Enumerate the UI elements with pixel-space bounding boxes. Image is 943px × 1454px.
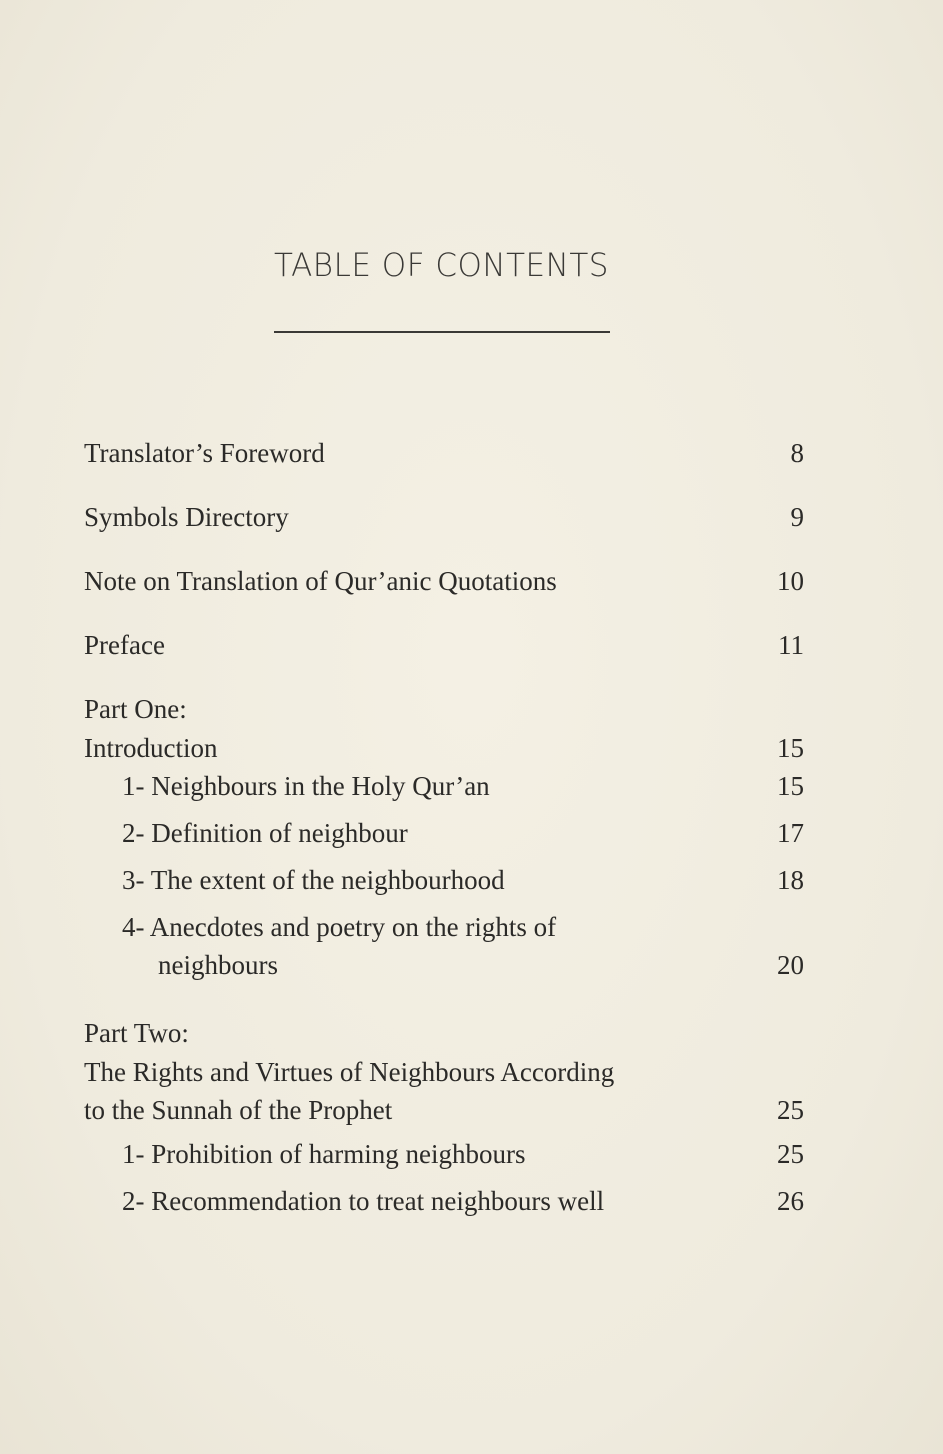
toc-entry-label: 3- The extent of the neighbourhood — [122, 865, 505, 895]
toc-entry-label: Preface — [84, 630, 165, 660]
toc-entry-page: 17 — [777, 818, 804, 848]
toc-entry-label: 1- Prohibition of harming neighbours — [122, 1139, 526, 1169]
toc-entry-page: 25 — [777, 1139, 804, 1169]
toc-entry-page: 10 — [777, 566, 804, 596]
part-heading-label: Part One: — [84, 694, 187, 724]
toc-entry-page: 20 — [777, 950, 804, 980]
toc-entry-page: 18 — [777, 865, 804, 895]
toc-entry-page: 11 — [778, 630, 804, 660]
toc-entry-page: 9 — [790, 502, 804, 532]
toc-entry-page: 26 — [777, 1186, 804, 1216]
toc-entry-label: Symbols Directory — [84, 502, 289, 532]
part-heading-label: Part Two: — [84, 1018, 189, 1048]
part-title-label: The Rights and Virtues of Neighbours According — [84, 1057, 615, 1087]
toc-entry-label: Translator’s Foreword — [84, 438, 325, 468]
toc-entry-label: 1- Neighbours in the Holy Qur’an — [122, 771, 490, 801]
toc-entry-page: 15 — [777, 733, 804, 763]
page-title: TABLE OF CONTENTS — [274, 247, 609, 285]
toc-entry-label: 2- Recommendation to treat neighbours well — [122, 1186, 605, 1216]
part-title-label: Introduction — [84, 733, 218, 763]
toc-entry-label: 4- Anecdotes and poetry on the rights of — [122, 912, 557, 942]
toc-entry-label: neighbours — [158, 950, 278, 980]
part-title-label: to the Sunnah of the Prophet — [84, 1095, 393, 1125]
toc-entry-label: 2- Definition of neighbour — [122, 818, 408, 848]
toc-entry-page: 25 — [777, 1095, 804, 1125]
toc-entry-page: 15 — [777, 771, 804, 801]
toc-entry-page: 8 — [790, 438, 804, 468]
title-underline — [274, 331, 610, 333]
toc-entry-label: Note on Translation of Qur’anic Quotations — [84, 566, 557, 596]
